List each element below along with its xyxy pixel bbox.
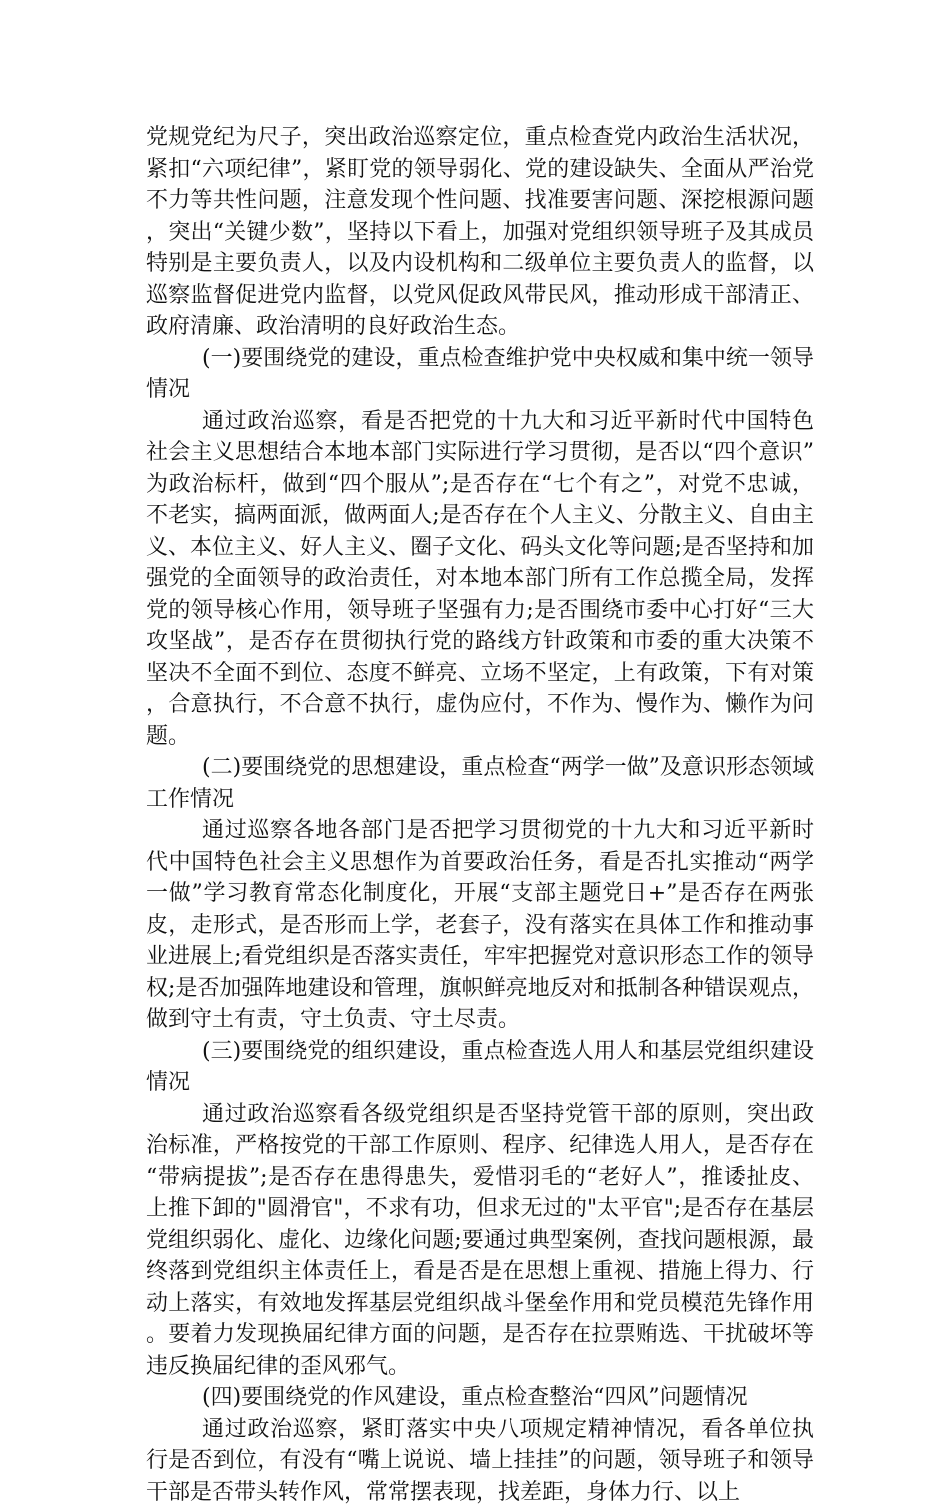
body-paragraph: 通过政治巡察，看是否把党的十九大和习近平新时代中国特色社会主义思想结合本地本部门实际进行学习贯彻，是否以“四个意识”为政治标杆，做到“四个服从”;是否存在“七个有之”，对党不忠诚，不老实，搞两面派，做两面人;是否存在个人主义、分散主义、自由主义、本位主义、好人主义、圈子文化、码头文化等问题;是否坚持和加强党的全面领导的政治责任，对本地本部门所有工作总揽全局，发挥党的领导核心作用，领导班子坚强有力;是否围绕市委中心打好“三大攻坚战”，是否存在贯彻执行党的路线方针政策和市委的重大决策不坚决不全面不到位、态度不鲜亮、立场不坚定，上有政策，下有对策，合意执行，不合意不执行，虚伪应付，不作为、慢作为、懒作为问题。 [146, 406, 814, 753]
section-heading: (一)要围绕党的建设，重点检查维护党中央权威和集中统一领导情况 [146, 343, 814, 406]
section-heading: (三)要围绕党的组织建设，重点检查选人用人和基层党组织建设情况 [146, 1036, 814, 1099]
section-heading: (四)要围绕党的作风建设，重点检查整治“四风”问题情况 [146, 1382, 814, 1414]
body-paragraph: 党规党纪为尺子，突出政治巡察定位，重点检查党内政治生活状况，紧扣“六项纪律”，紧盯党的领导弱化、党的建设缺失、全面从严治党不力等共性问题，注意发现个性问题、找准要害问题、深挖根源问题，突出“关键少数”，坚持以下看上，加强对党组织领导班子及其成员特别是主要负责人，以及内设机构和二级单位主要负责人的监督，以巡察监督促进党内监督，以党风促政风带民风，推动形成干部清正、政府清廉、政治清明的良好政治生态。 [146, 122, 814, 343]
body-paragraph: 通过政治巡察看各级党组织是否坚持党管干部的原则，突出政治标准，严格按党的干部工作原则、程序、纪律选人用人，是否存在“带病提拔”;是否存在患得患失，爱惜羽毛的“老好人”，推诿扯皮、上推下卸的"圆滑官"，不求有功，但求无过的"太平官";是否存在基层党组织弱化、虚化、边缘化问题;要通过典型案例，查找问题根源，最终落到党组织主体责任上，看是否是在思想上重视、措施上得力、行动上落实，有效地发挥基层党组织战斗堡垒作用和党员模范先锋作用。要着力发现换届纪律方面的问题，是否存在拉票贿选、干扰破坏等违反换届纪律的歪风邪气。 [146, 1099, 814, 1383]
document-body [146, 122, 814, 1508]
section-heading: (二)要围绕党的思想建设，重点检查“两学一做”及意识形态领域工作情况 [146, 752, 814, 815]
body-paragraph: 通过巡察各地各部门是否把学习贯彻党的十九大和习近平新时代中国特色社会主义思想作为首要政治任务，看是否扎实推动“两学一做”学习教育常态化制度化，开展“支部主题党日+”是否存在两张皮，走形式，是否形而上学，老套子，没有落实在具体工作和推动事业进展上;看党组织是否落实责任，牢牢把握党对意识形态工作的领导权;是否加强阵地建设和管理，旗帜鲜亮地反对和抵制各种错误观点，做到守土有责，守土负责、守土尽责。 [146, 815, 814, 1036]
body-paragraph: 通过政治巡察，紧盯落实中央八项规定精神情况，看各单位执行是否到位，有没有“嘴上说说、墙上挂挂”的问题，领导班子和领导干部是否带头转作风，常常摆表现，找差距，身体力行、以上 [146, 1414, 814, 1508]
